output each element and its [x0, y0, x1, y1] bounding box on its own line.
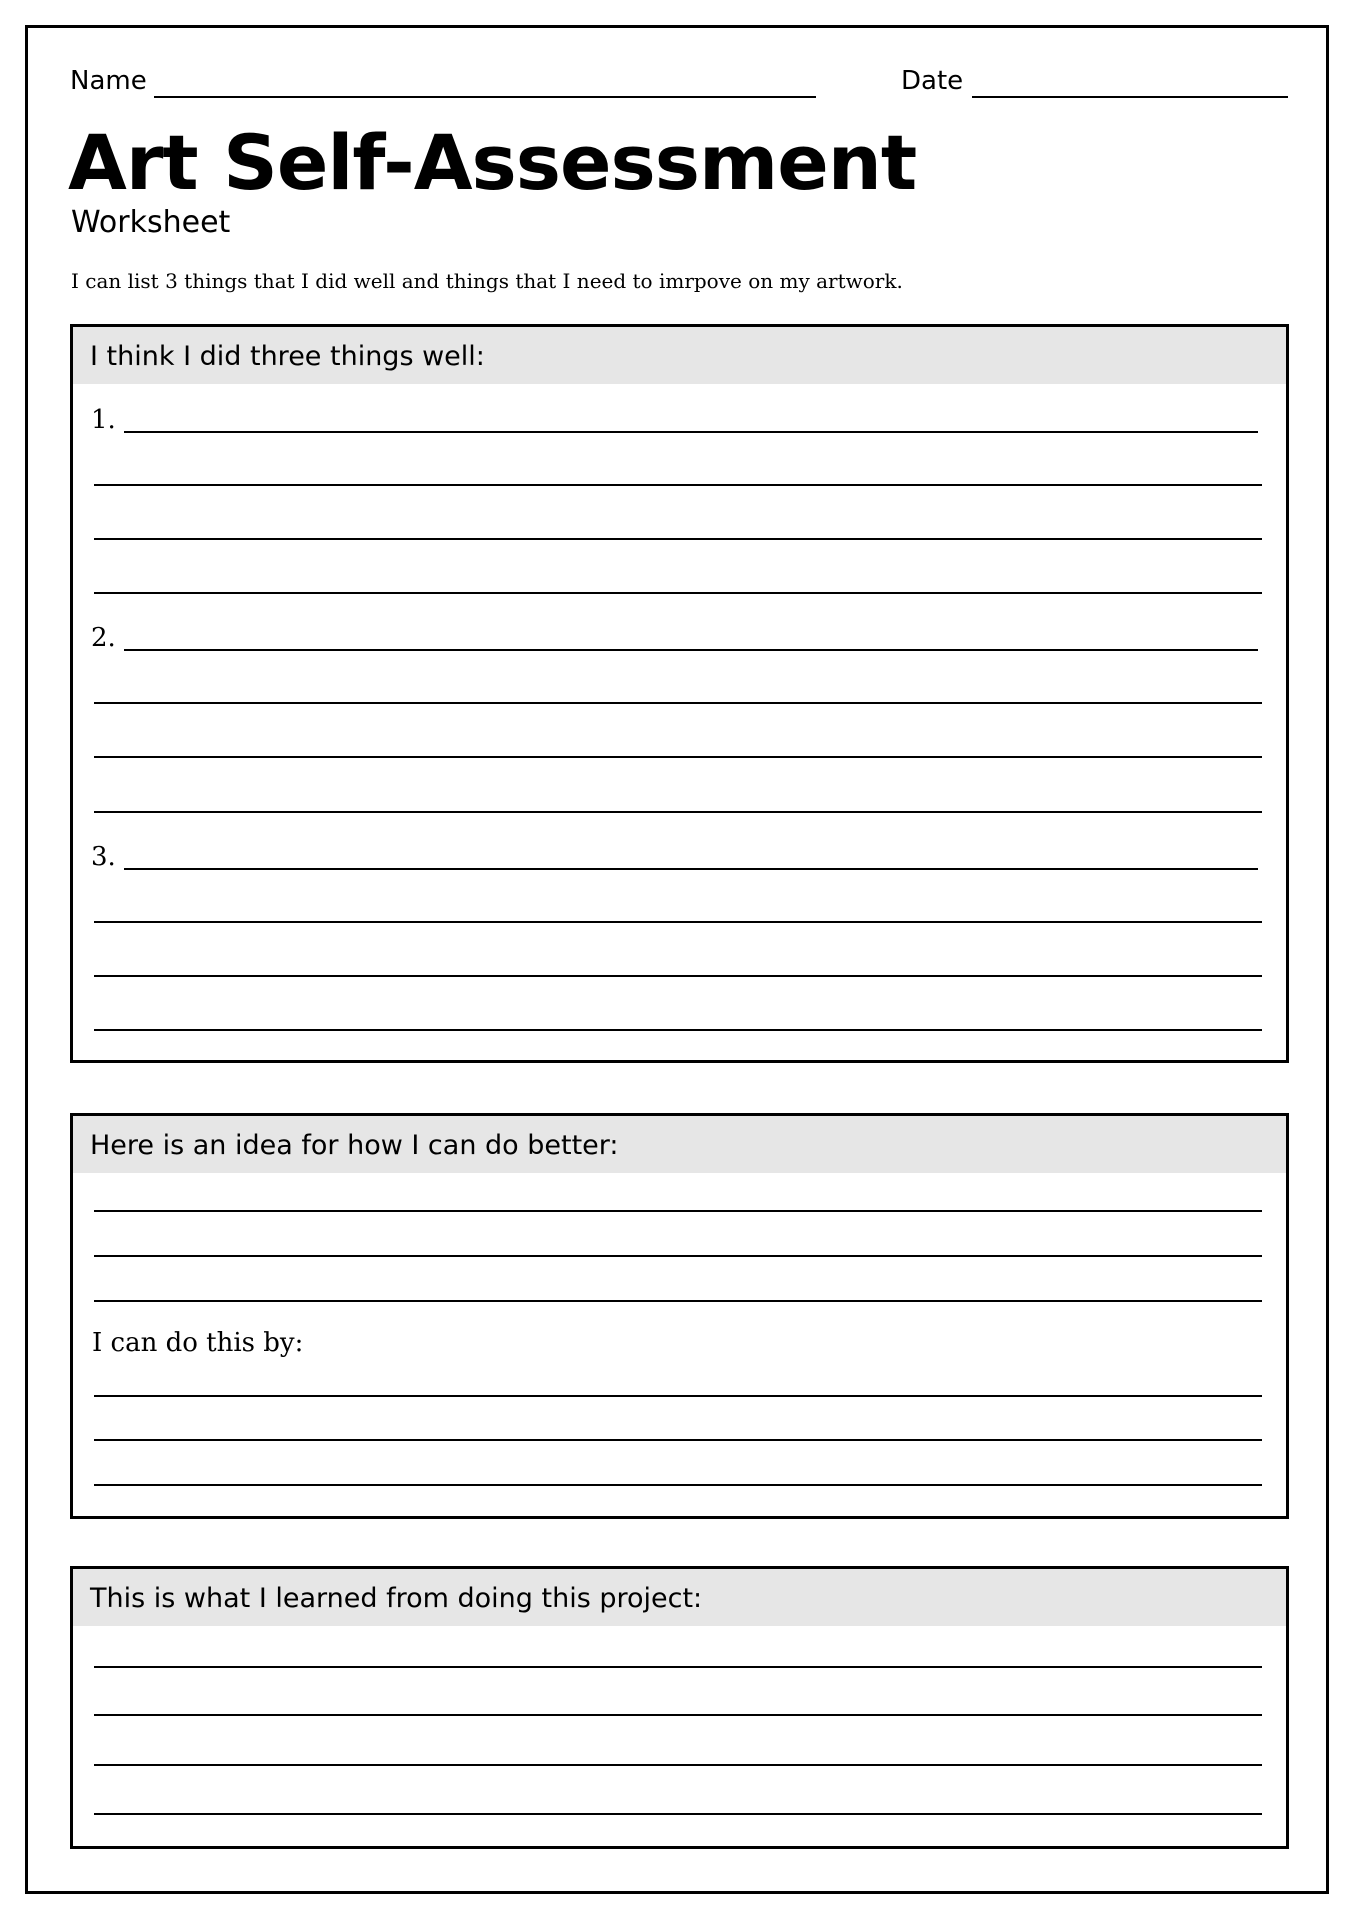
answer-line[interactable]: [94, 484, 1262, 486]
answer-line[interactable]: [94, 1300, 1262, 1302]
section-learned: [70, 1566, 1289, 1849]
section-heading: I think I did three things well:: [73, 327, 1286, 384]
date-label: Date: [901, 66, 964, 96]
answer-line[interactable]: [94, 975, 1262, 977]
name-label: Name: [70, 66, 147, 96]
page-subtitle: Worksheet: [71, 205, 231, 240]
item-number: 2.: [91, 623, 116, 653]
answer-line[interactable]: [94, 1813, 1262, 1815]
answer-line[interactable]: [124, 431, 1258, 433]
item-number: 3.: [91, 842, 116, 872]
answer-line[interactable]: [124, 868, 1258, 870]
section-heading: This is what I learned from doing this project:: [73, 1569, 1286, 1626]
answer-line[interactable]: [94, 1395, 1262, 1397]
answer-line[interactable]: [94, 1484, 1262, 1486]
page-title: Art Self-Assessment: [68, 118, 917, 207]
answer-line[interactable]: [94, 702, 1262, 704]
answer-line[interactable]: [94, 592, 1262, 594]
answer-line[interactable]: [94, 1764, 1262, 1766]
name-field[interactable]: [154, 96, 816, 98]
answer-line[interactable]: [94, 1255, 1262, 1257]
date-field[interactable]: [972, 96, 1288, 98]
answer-line[interactable]: [94, 1029, 1262, 1031]
section-do-better: [70, 1113, 1289, 1519]
answer-line[interactable]: [94, 1666, 1262, 1668]
answer-line[interactable]: [94, 538, 1262, 540]
answer-line[interactable]: [94, 1210, 1262, 1212]
answer-line[interactable]: [94, 1714, 1262, 1716]
answer-line[interactable]: [94, 921, 1262, 923]
answer-line[interactable]: [94, 811, 1262, 813]
answer-line[interactable]: [94, 756, 1262, 758]
answer-line[interactable]: [124, 649, 1258, 651]
prompt-label: I can do this by:: [92, 1328, 304, 1358]
section-heading: Here is an idea for how I can do better:: [73, 1116, 1286, 1173]
objective-text: I can list 3 things that I did well and things that I need to imrpove on my artwork.: [71, 269, 903, 293]
answer-line[interactable]: [94, 1439, 1262, 1441]
section-did-well: [70, 324, 1289, 1063]
item-number: 1.: [91, 405, 116, 435]
header-row: [70, 64, 1288, 104]
